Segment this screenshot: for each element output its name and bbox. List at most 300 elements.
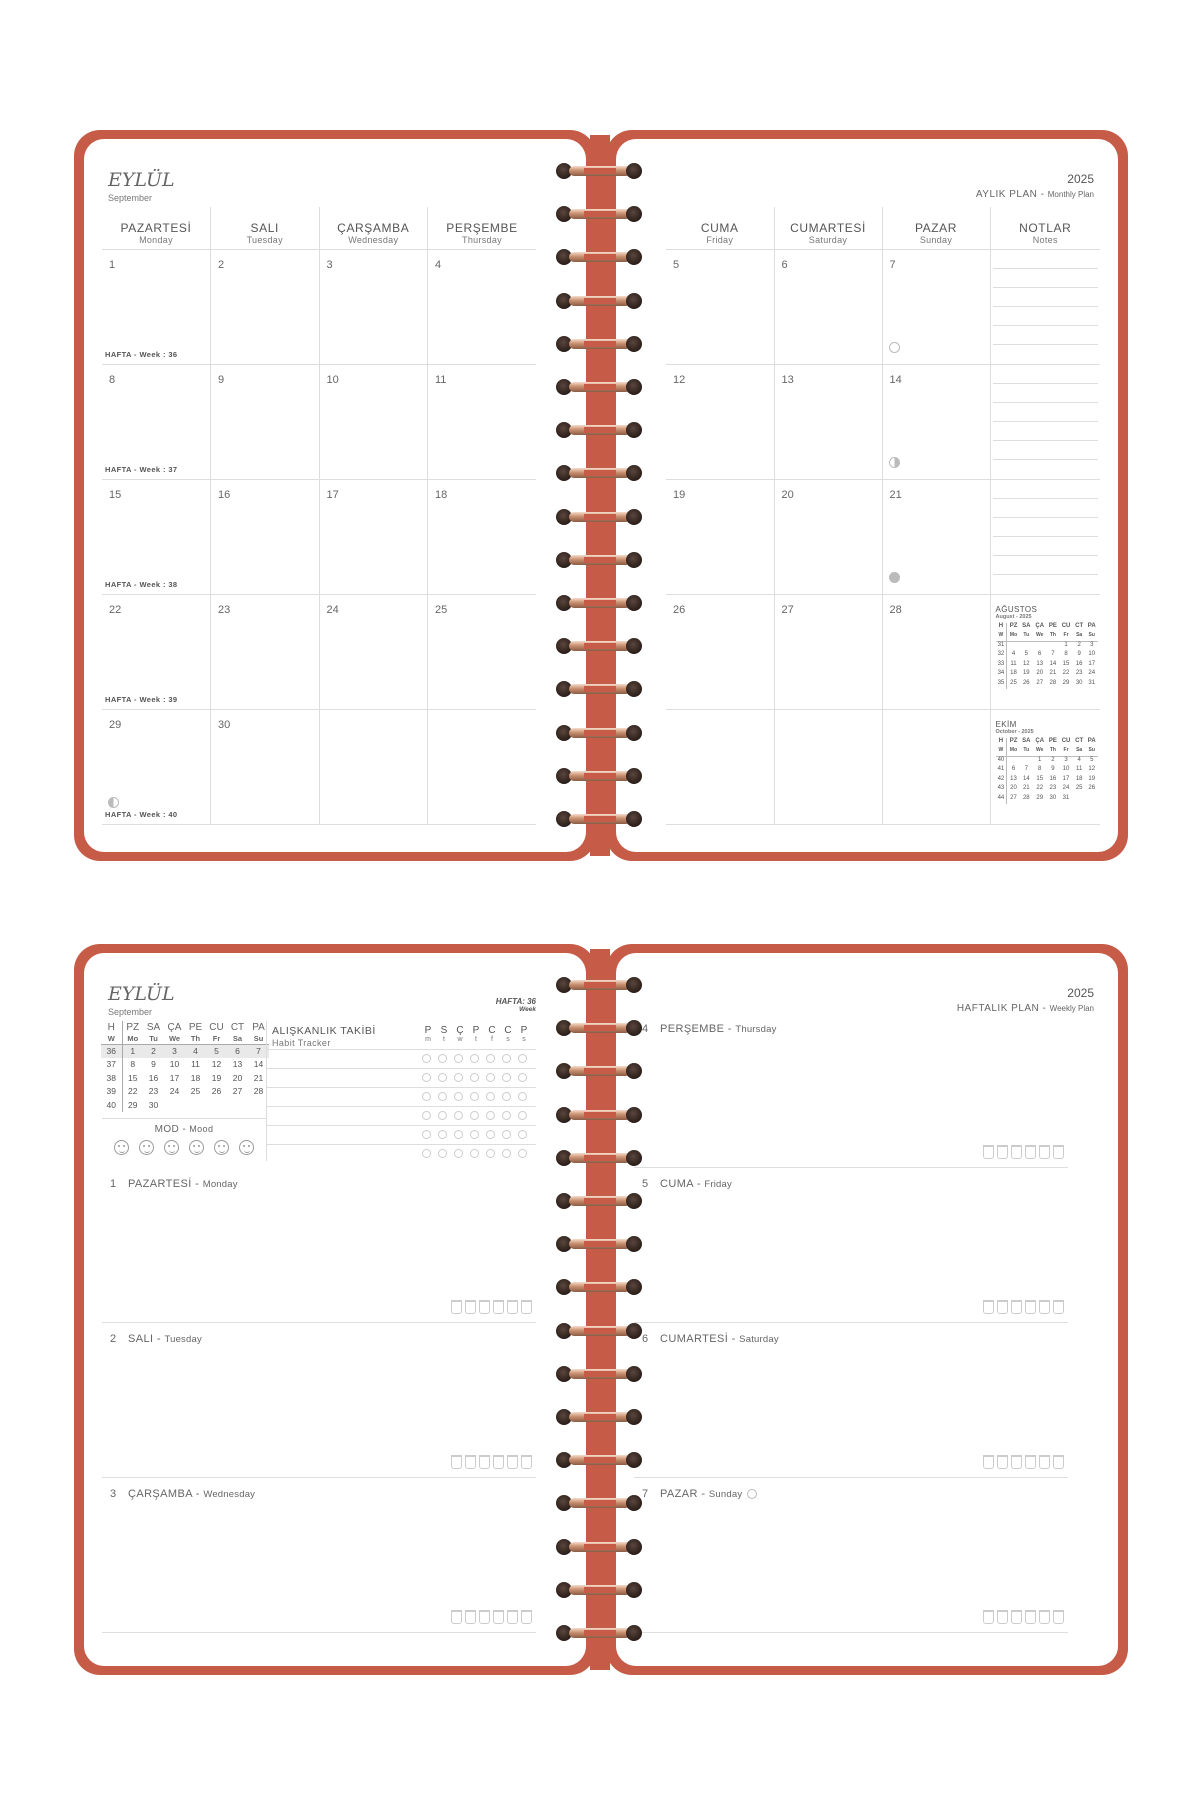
mini-calendar-cell: 16 bbox=[1075, 660, 1083, 667]
water-glass-icon[interactable] bbox=[493, 1610, 504, 1624]
water-glass-icon[interactable] bbox=[451, 1610, 462, 1624]
day-number: 15 bbox=[109, 488, 122, 501]
mini-calendar-head-cell: Sa bbox=[1073, 632, 1086, 642]
habit-day-en: s bbox=[506, 1036, 510, 1043]
ring-hole bbox=[626, 977, 642, 993]
day-block-name-tr: SALI bbox=[128, 1333, 154, 1345]
binder-ring bbox=[556, 1192, 644, 1210]
day-block-label bbox=[642, 1023, 777, 1035]
habit-rows bbox=[266, 1049, 536, 1163]
mini-calendar-cell: 33 bbox=[996, 661, 1007, 671]
mini-calendar-cell: 40 bbox=[996, 757, 1007, 767]
ring-wire-gap bbox=[584, 1371, 616, 1377]
water-glass-icon[interactable] bbox=[1011, 1300, 1022, 1314]
water-glass-icon[interactable] bbox=[997, 1455, 1008, 1469]
habit-day-en: s bbox=[522, 1036, 526, 1043]
water-glass-icon[interactable] bbox=[1039, 1455, 1050, 1469]
habit-check-circle[interactable] bbox=[438, 1073, 447, 1082]
mini-month-cell bbox=[164, 1098, 185, 1112]
habit-row[interactable] bbox=[266, 1125, 536, 1144]
habit-day-en: m bbox=[425, 1036, 431, 1043]
water-tracker bbox=[451, 1300, 532, 1314]
habit-check-circle[interactable] bbox=[486, 1054, 495, 1063]
day-number: 8 bbox=[109, 373, 116, 386]
water-glass-icon[interactable] bbox=[1011, 1145, 1022, 1159]
mini-month-cell: 5 bbox=[206, 1044, 227, 1058]
mini-calendar-cell: 8 bbox=[1038, 766, 1042, 772]
mini-calendar-cell: 13 bbox=[1036, 660, 1044, 667]
mini-calendar-cell: 25 bbox=[1010, 679, 1017, 686]
habit-check-circle[interactable] bbox=[518, 1054, 527, 1063]
ring-wire-gap bbox=[584, 1198, 616, 1204]
day-block-label bbox=[642, 1488, 757, 1500]
habit-check-circle[interactable] bbox=[454, 1073, 463, 1082]
mini-calendar-cell: 21 bbox=[1022, 785, 1030, 791]
mini-month-head-cell: Sa bbox=[227, 1033, 248, 1044]
mini-calendar-head-cell: CU bbox=[1061, 737, 1071, 744]
mini-calendar-head-cell: PA bbox=[1087, 737, 1096, 744]
habit-check-circle[interactable] bbox=[486, 1092, 495, 1101]
week-plan-en: Weekly Plan bbox=[1049, 1004, 1094, 1013]
water-glass-icon[interactable] bbox=[1025, 1300, 1036, 1314]
mini-calendar-cell: 6 bbox=[1011, 766, 1016, 772]
habit-check-circle[interactable] bbox=[422, 1149, 431, 1158]
mini-month-cell: 23 bbox=[148, 1086, 159, 1097]
mini-calendar-cell: 10 bbox=[1088, 651, 1096, 657]
habit-check-circle[interactable] bbox=[502, 1149, 511, 1158]
habit-day-tr: Ç bbox=[456, 1025, 464, 1036]
day-number: 28 bbox=[889, 603, 902, 616]
mini-month-cell: 9 bbox=[151, 1059, 156, 1070]
water-glass-icon[interactable] bbox=[451, 1300, 462, 1314]
water-glass-icon[interactable] bbox=[1053, 1455, 1064, 1469]
ring-wire-gap bbox=[584, 1068, 616, 1074]
water-glass-icon[interactable] bbox=[983, 1455, 994, 1469]
habit-check-circle[interactable] bbox=[422, 1111, 431, 1120]
habit-check-circle[interactable] bbox=[470, 1073, 479, 1082]
binder-ring bbox=[556, 1278, 644, 1296]
weekday-tr: PAZAR bbox=[914, 220, 958, 235]
mini-calendar-head-cell: Su bbox=[1085, 632, 1098, 642]
day-block[interactable] bbox=[634, 1013, 1068, 1168]
habit-check-circle[interactable] bbox=[454, 1092, 463, 1101]
ring-wire-gap bbox=[584, 1414, 616, 1420]
habit-check-circle[interactable] bbox=[518, 1130, 527, 1139]
mini-calendar-cell: 27 bbox=[1036, 679, 1044, 686]
habit-check-circle[interactable] bbox=[470, 1054, 479, 1063]
day-number: 11 bbox=[435, 373, 447, 386]
mini-calendar-head-cell: Mo bbox=[1007, 632, 1020, 642]
day-block-name-tr: PERŞEMBE bbox=[660, 1023, 725, 1035]
day-number: 12 bbox=[673, 373, 686, 386]
mini-month-head-cell: ÇA bbox=[167, 1021, 182, 1033]
mini-month-row bbox=[101, 1058, 269, 1072]
water-glass-icon[interactable] bbox=[1039, 1145, 1050, 1159]
binder-ring bbox=[556, 1624, 644, 1642]
water-glass-icon[interactable] bbox=[1025, 1610, 1036, 1624]
day-block-label bbox=[642, 1333, 779, 1345]
water-glass-icon[interactable] bbox=[521, 1455, 532, 1469]
mini-month-cell: 12 bbox=[211, 1059, 222, 1070]
mini-calendar-cell: 32 bbox=[996, 651, 1007, 661]
day-number: 26 bbox=[673, 603, 686, 616]
weekday-tr: ÇARŞAMBA bbox=[337, 220, 410, 235]
mini-calendar-cell: 14 bbox=[1049, 660, 1057, 667]
ring-hole bbox=[626, 1452, 642, 1468]
habit-day-tr: S bbox=[440, 1025, 448, 1036]
mood-face-icon[interactable] bbox=[114, 1140, 129, 1155]
mini-calendar-cell: 4 bbox=[1011, 651, 1016, 657]
habit-day-tr: P bbox=[424, 1025, 432, 1036]
binder-ring bbox=[556, 1408, 644, 1426]
day-block-name-en: Friday bbox=[704, 1179, 732, 1190]
mood-face-icon[interactable] bbox=[139, 1140, 154, 1155]
mini-month-head-cell: PZ bbox=[126, 1021, 140, 1033]
water-glass-icon[interactable] bbox=[997, 1610, 1008, 1624]
water-glass-icon[interactable] bbox=[507, 1610, 518, 1624]
mini-calendar-subtitle: October - 2025 bbox=[995, 728, 1034, 735]
day-number: 27 bbox=[781, 603, 794, 616]
mini-calendar-head-cell: Th bbox=[1047, 747, 1060, 757]
mini-calendar-head-cell: W bbox=[996, 632, 1007, 642]
water-glass-icon[interactable] bbox=[479, 1610, 490, 1624]
water-glass-icon[interactable] bbox=[1025, 1145, 1036, 1159]
day-block-name-en: Sunday bbox=[708, 1489, 743, 1500]
weekday-en: Notes bbox=[1032, 234, 1058, 245]
water-glass-icon[interactable] bbox=[1039, 1300, 1050, 1314]
day-block-label bbox=[642, 1178, 732, 1190]
mini-month-head bbox=[101, 1021, 269, 1033]
mini-calendar-cell: 5 bbox=[1090, 757, 1094, 763]
mini-calendar-head-cell: PZ bbox=[1009, 737, 1018, 744]
habit-check-circle[interactable] bbox=[470, 1092, 479, 1101]
weekday-tr: PERŞEMBE bbox=[446, 220, 518, 235]
water-glass-icon[interactable] bbox=[1011, 1455, 1022, 1469]
mood-face-icon[interactable] bbox=[164, 1140, 179, 1155]
mini-calendar-head-cell: CT bbox=[1075, 622, 1084, 629]
mini-calendar-head-cell: Fr bbox=[1059, 747, 1073, 757]
habit-check-circle[interactable] bbox=[486, 1073, 495, 1082]
mini-calendar-cell: 14 bbox=[1022, 775, 1030, 782]
mini-calendar-cell: 4 bbox=[1077, 757, 1081, 763]
water-glass-icon[interactable] bbox=[1011, 1610, 1022, 1624]
month-subtitle: September bbox=[108, 193, 153, 203]
mini-calendar-head-cell: CU bbox=[1061, 622, 1071, 629]
day-number: 1 bbox=[109, 258, 116, 271]
ring-hole bbox=[626, 1539, 642, 1555]
day-block[interactable] bbox=[634, 1323, 1068, 1478]
mini-calendar-cell: 29 bbox=[1036, 794, 1044, 801]
day-number: 7 bbox=[889, 258, 896, 271]
water-glass-icon[interactable] bbox=[1039, 1610, 1050, 1624]
mini-calendar-head-cell: PZ bbox=[1009, 622, 1018, 629]
habit-check-circle[interactable] bbox=[486, 1111, 495, 1120]
day-block[interactable] bbox=[102, 1168, 536, 1323]
week-number-label: HAFTA - Week : 37 bbox=[105, 464, 178, 474]
mini-month-row bbox=[101, 1098, 269, 1112]
water-glass-icon[interactable] bbox=[493, 1300, 504, 1314]
day-number: 24 bbox=[326, 603, 339, 616]
habit-check-circle[interactable] bbox=[438, 1092, 447, 1101]
habit-check-circle[interactable] bbox=[502, 1130, 511, 1139]
mood-label: MOD - Mood bbox=[154, 1124, 214, 1135]
plan-tr: AYLIK PLAN bbox=[975, 189, 1038, 200]
habit-check-circle[interactable] bbox=[502, 1092, 511, 1101]
day-block-name-en: Saturday bbox=[739, 1334, 779, 1345]
mini-month-cell bbox=[206, 1098, 227, 1112]
mini-calendar-cell: 19 bbox=[1022, 670, 1030, 676]
weekday-en: Tuesday bbox=[246, 234, 283, 245]
year-label: 2025 bbox=[1067, 172, 1094, 186]
mood-face-icon[interactable] bbox=[239, 1140, 254, 1155]
weekday-tr: CUMARTESİ bbox=[790, 220, 866, 235]
mini-calendar-head-cell: Su bbox=[1085, 747, 1098, 757]
mini-month-cell: 3 bbox=[164, 1044, 185, 1058]
habit-day-column bbox=[516, 1025, 532, 1043]
ring-hole bbox=[626, 1279, 642, 1295]
water-glass-icon[interactable] bbox=[983, 1145, 994, 1159]
habit-check-circle[interactable] bbox=[438, 1111, 447, 1120]
mini-calendar-head-cell: Sa bbox=[1073, 747, 1086, 757]
mini-month-cell: 20 bbox=[232, 1072, 243, 1083]
ring-hole bbox=[626, 1495, 642, 1511]
plan-label: AYLIK PLAN - Monthly Plan bbox=[975, 189, 1094, 200]
habit-check-circle[interactable] bbox=[470, 1130, 479, 1139]
mini-calendar-cell: 8 bbox=[1064, 651, 1068, 657]
mini-calendar-cell: 44 bbox=[996, 795, 1007, 805]
mini-calendar-head-cell: Mo bbox=[1007, 747, 1020, 757]
day-number: 14 bbox=[889, 373, 902, 386]
mini-month-cell: 22 bbox=[128, 1086, 138, 1097]
habit-check-circle[interactable] bbox=[454, 1054, 463, 1063]
binder-ring bbox=[556, 976, 644, 994]
day-block[interactable] bbox=[102, 1478, 536, 1633]
mini-calendar-cell: 5 bbox=[1024, 651, 1028, 657]
mini-month-cell: 17 bbox=[169, 1072, 180, 1083]
water-glass-icon[interactable] bbox=[507, 1455, 518, 1469]
day-block-separator: - bbox=[153, 1333, 165, 1345]
ring-hole bbox=[626, 1063, 642, 1079]
water-glass-icon[interactable] bbox=[479, 1300, 490, 1314]
habit-check-circle[interactable] bbox=[422, 1073, 431, 1082]
mini-calendar-head-cell: PE bbox=[1048, 622, 1057, 629]
mini-calendar-cell: 12 bbox=[1088, 766, 1096, 772]
habit-check-circle[interactable] bbox=[518, 1149, 527, 1158]
habit-title: ALIŞKANLIK TAKİBİ bbox=[272, 1025, 376, 1037]
day-block-separator: - bbox=[693, 1178, 705, 1190]
plan-en: Monthly Plan bbox=[1047, 190, 1094, 199]
habit-row[interactable] bbox=[266, 1049, 536, 1068]
water-glass-icon[interactable] bbox=[997, 1145, 1008, 1159]
mini-calendar-cell: 16 bbox=[1049, 775, 1057, 782]
mini-month-row bbox=[101, 1085, 269, 1099]
day-block-separator: - bbox=[728, 1333, 740, 1345]
mini-calendar-cell: 11 bbox=[1010, 660, 1017, 667]
water-glass-icon[interactable] bbox=[507, 1300, 518, 1314]
mini-month-cell: 36 bbox=[101, 1044, 122, 1058]
mini-month-head-cell: Tu bbox=[143, 1033, 164, 1044]
habit-check-circle[interactable] bbox=[438, 1130, 447, 1139]
habit-row[interactable] bbox=[266, 1144, 536, 1163]
mini-calendar-cell: 31 bbox=[1088, 679, 1096, 686]
mini-calendar-cell: 11 bbox=[1076, 766, 1083, 772]
month-title: EYLÜL bbox=[108, 169, 175, 191]
habit-check-circle[interactable] bbox=[438, 1149, 447, 1158]
day-block-label bbox=[110, 1333, 202, 1345]
mini-month-head-cell: Su bbox=[248, 1033, 269, 1044]
mini-month-cell: 27 bbox=[232, 1086, 243, 1097]
water-glass-icon[interactable] bbox=[465, 1610, 476, 1624]
mood-face-icon[interactable] bbox=[214, 1140, 229, 1155]
mood-tr: MOD bbox=[154, 1124, 180, 1135]
day-block-number: 4 bbox=[642, 1023, 649, 1035]
mini-calendar-cell: 29 bbox=[1062, 679, 1070, 686]
day-number: 25 bbox=[435, 603, 448, 616]
day-block-separator: - bbox=[191, 1178, 203, 1190]
mini-month-calendar bbox=[101, 1021, 269, 1112]
day-block-number: 3 bbox=[110, 1488, 117, 1500]
ring-wire-gap bbox=[584, 1500, 616, 1506]
habit-day-tr: C bbox=[504, 1025, 512, 1036]
ring-hole bbox=[626, 1193, 642, 1209]
mini-month-cell: 18 bbox=[190, 1072, 201, 1083]
mini-month-head-en bbox=[101, 1033, 269, 1044]
mini-calendar-cell: 30 bbox=[1049, 794, 1057, 801]
habit-check-circle[interactable] bbox=[470, 1149, 479, 1158]
water-glass-icon[interactable] bbox=[1025, 1455, 1036, 1469]
water-glass-icon[interactable] bbox=[1053, 1300, 1064, 1314]
mini-month-cell: 15 bbox=[128, 1072, 138, 1083]
water-glass-icon[interactable] bbox=[493, 1455, 504, 1469]
mini-calendar-head-cell: Tu bbox=[1020, 747, 1033, 757]
water-glass-icon[interactable] bbox=[465, 1455, 476, 1469]
habit-check-circle[interactable] bbox=[470, 1111, 479, 1120]
weekday-tr: PAZARTESİ bbox=[120, 220, 192, 235]
habit-check-circle[interactable] bbox=[502, 1073, 511, 1082]
habit-check-circle[interactable] bbox=[422, 1054, 431, 1063]
water-tracker bbox=[983, 1300, 1064, 1314]
habit-check-circle[interactable] bbox=[454, 1111, 463, 1120]
water-glass-icon[interactable] bbox=[521, 1300, 532, 1314]
mini-calendar-cell: 24 bbox=[1088, 670, 1096, 676]
habit-day-en: t bbox=[443, 1036, 445, 1043]
habit-check-circle[interactable] bbox=[518, 1111, 527, 1120]
habit-row[interactable] bbox=[266, 1068, 536, 1087]
day-block-number: 2 bbox=[110, 1333, 117, 1345]
habit-day-column bbox=[452, 1025, 468, 1043]
mini-calendar-title: EKİM bbox=[995, 719, 1017, 729]
habit-check-circle[interactable] bbox=[502, 1111, 511, 1120]
week-month-title: EYLÜL bbox=[108, 983, 175, 1005]
day-number: 4 bbox=[435, 258, 442, 271]
water-glass-icon[interactable] bbox=[521, 1610, 532, 1624]
mini-calendar-cell: 30 bbox=[1075, 679, 1083, 686]
week-number-label: HAFTA - Week : 40 bbox=[105, 809, 178, 819]
water-glass-icon[interactable] bbox=[1053, 1610, 1064, 1624]
water-glass-icon[interactable] bbox=[479, 1455, 490, 1469]
habit-row[interactable] bbox=[266, 1087, 536, 1106]
binder-ring bbox=[556, 1235, 644, 1253]
mini-calendar-cell: 41 bbox=[996, 766, 1007, 776]
binder-ring bbox=[556, 1451, 644, 1469]
water-glass-icon[interactable] bbox=[451, 1455, 462, 1469]
day-number: 9 bbox=[218, 373, 225, 386]
week-number-label: HAFTA - Week : 39 bbox=[105, 694, 178, 704]
mini-calendar-head-cell: W bbox=[996, 747, 1007, 757]
mini-month-cell: 2 bbox=[143, 1044, 164, 1058]
day-block-name-en: Thursday bbox=[735, 1024, 777, 1035]
week-plan-label: HAFTALIK PLAN - Weekly Plan bbox=[956, 1003, 1094, 1014]
mini-month-cell: 25 bbox=[190, 1086, 201, 1097]
day-block-name-en: Tuesday bbox=[164, 1334, 202, 1345]
habit-check-circle[interactable] bbox=[422, 1092, 431, 1101]
mini-month-cell: 30 bbox=[148, 1099, 159, 1110]
ring-wire-gap bbox=[584, 1328, 616, 1334]
habit-check-circle[interactable] bbox=[422, 1130, 431, 1139]
habit-check-circle[interactable] bbox=[438, 1054, 447, 1063]
water-glass-icon[interactable] bbox=[997, 1300, 1008, 1314]
weekday-en: Wednesday bbox=[348, 234, 399, 245]
habit-day-tr: P bbox=[520, 1025, 528, 1036]
habit-check-circle[interactable] bbox=[502, 1054, 511, 1063]
weekday-en: Saturday bbox=[808, 234, 848, 245]
mini-calendar-head-cell: Th bbox=[1047, 632, 1060, 642]
day-number: 21 bbox=[889, 488, 902, 501]
mini-calendar-title: AĞUSTOS bbox=[995, 604, 1038, 614]
habit-check-circle[interactable] bbox=[486, 1130, 495, 1139]
habit-check-circle[interactable] bbox=[518, 1073, 527, 1082]
day-block-label bbox=[110, 1178, 238, 1190]
day-number: 18 bbox=[435, 488, 448, 501]
day-block[interactable] bbox=[102, 1323, 536, 1478]
day-block-name-en: Monday bbox=[202, 1179, 238, 1190]
habit-day-column bbox=[436, 1025, 452, 1043]
habit-check-circle[interactable] bbox=[454, 1130, 463, 1139]
ring-hole bbox=[626, 1150, 642, 1166]
water-glass-icon[interactable] bbox=[1053, 1145, 1064, 1159]
habit-check-circle[interactable] bbox=[454, 1149, 463, 1158]
habit-check-circle[interactable] bbox=[486, 1149, 495, 1158]
day-block[interactable] bbox=[634, 1478, 1068, 1633]
habit-row[interactable] bbox=[266, 1106, 536, 1125]
day-block[interactable] bbox=[634, 1168, 1068, 1323]
mini-month-cell: 40 bbox=[101, 1098, 122, 1112]
binder-ring bbox=[556, 1538, 644, 1556]
binder-ring bbox=[556, 1322, 644, 1340]
weekday-en: Thursday bbox=[462, 234, 502, 245]
water-glass-icon[interactable] bbox=[465, 1300, 476, 1314]
week-number bbox=[496, 997, 536, 1013]
mini-month-head-cell: SA bbox=[146, 1021, 161, 1033]
mini-calendar-cell: 20 bbox=[1010, 785, 1017, 791]
binder-ring bbox=[556, 1494, 644, 1512]
water-glass-icon[interactable] bbox=[983, 1300, 994, 1314]
mini-month-cell: 7 bbox=[248, 1044, 269, 1058]
day-number: 16 bbox=[218, 488, 231, 501]
day-block-name-tr: CUMA bbox=[660, 1178, 694, 1190]
habit-check-circle[interactable] bbox=[518, 1092, 527, 1101]
ring-hole bbox=[626, 1366, 642, 1382]
habit-day-column bbox=[484, 1025, 500, 1043]
water-glass-icon[interactable] bbox=[983, 1610, 994, 1624]
day-block-name-tr: PAZARTESİ bbox=[128, 1178, 192, 1190]
mini-calendar-cell: 22 bbox=[1062, 670, 1070, 676]
mini-calendar-cell: 19 bbox=[1088, 775, 1096, 782]
mini-month-head-cell: H bbox=[101, 1021, 122, 1033]
mini-calendar-head-cell: ÇA bbox=[1035, 737, 1045, 744]
mood-face-icon[interactable] bbox=[189, 1140, 204, 1155]
mini-month-cell: 38 bbox=[101, 1071, 122, 1085]
